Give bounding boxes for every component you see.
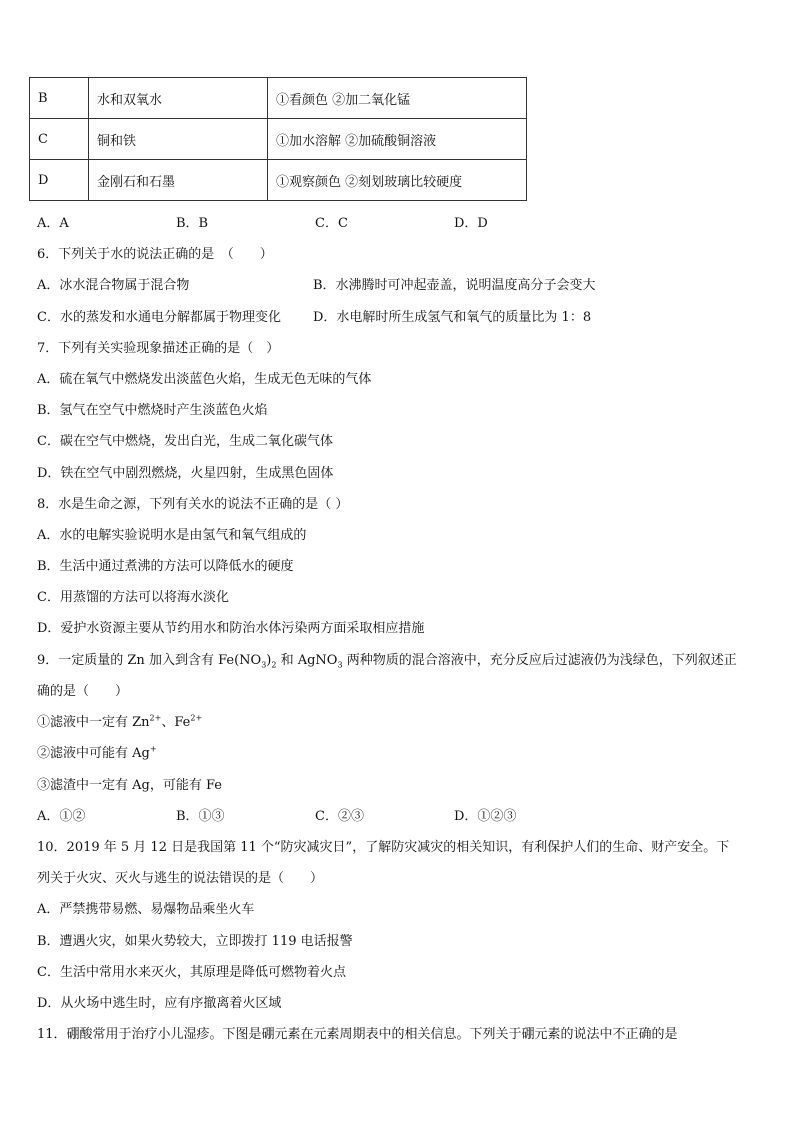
choice-d: D．水电解时所生成氢气和氧气的质量比为 1：8 [313, 310, 592, 325]
choice-a: A．①② [37, 809, 86, 824]
q9-statement-1: ①滤液中一定有 $Zn^{2+}$、$Fe^{2+}$ [37, 713, 203, 730]
row-items: 铜和铁 [89, 119, 268, 160]
choice-a: A．A [37, 216, 69, 231]
table-row [30, 119, 527, 160]
row-items: 水和双氧水 [89, 78, 268, 119]
options-table [29, 77, 527, 201]
q7-choice-a: A．硫在氧气中燃烧发出淡蓝色火焰，生成无色无味的气体 [37, 372, 372, 387]
row-method: ①加水溶解 ②加硫酸铜溶液 [268, 119, 527, 160]
q9-statement-2: ②滤液中可能有 Ag+ [37, 744, 157, 761]
q11-stem: 11．硼酸常用于治疗小儿湿疹。下图是硼元素在元素周期表中的相关信息。下列关于硼元素的说法中不正确的是 [37, 1027, 678, 1042]
choice-c: C．C [315, 216, 348, 231]
q8-choice-d: D．爱护水资源主要从节约用水和防治水体污染两方面采取相应措施 [37, 621, 425, 636]
q9-stem-cont: 确的是（ ） [37, 684, 129, 699]
q8-stem: 8．水是生命之源，下列有关水的说法不正确的是（ ） [37, 497, 349, 512]
q6-choices-ab [37, 278, 596, 294]
q8-choice-b: B．生活中通过煮沸的方法可以降低水的硬度 [37, 559, 294, 574]
q7-choice-d: D．铁在空气中剧烈燃烧，火星四射，生成黑色固体 [37, 466, 334, 481]
q10-stem-cont: 列关于火灾、灭火与逃生的说法错误的是（ ） [37, 871, 324, 886]
row-label: B [30, 78, 89, 119]
choice-d: D．D [454, 216, 488, 231]
choice-a: A．冰水混合物属于混合物 [37, 278, 190, 293]
q7-choice-c: C．碳在空气中燃烧，发出白光，生成二氧化碳气体 [37, 434, 333, 449]
row-items: 金刚石和石墨 [89, 160, 268, 201]
q10-stem: 10．2019 年 5 月 12 日是我国第 11 个“防灾减灾日”，了解防灾减灾的相关知识，有利保护人们的生命、财产安全。下 [37, 840, 730, 855]
row-method: ①观察颜色 ②刻划玻璃比较硬度 [268, 160, 527, 201]
choice-b: B．水沸腾时可冲起壶盖，说明温度高分子会变大 [313, 278, 596, 293]
q10-choice-b: B．遭遇火灾，如果火势较大，立即拨打 119 电话报警 [37, 934, 353, 949]
q8-choice-a: A．水的电解实验说明水是由氢气和氧气组成的 [37, 528, 307, 543]
q9-statement-3: ③滤渣中一定有 Ag，可能有 Fe [37, 778, 222, 793]
choice-b: B．B [176, 216, 209, 231]
q6-choices-cd [37, 310, 591, 326]
q6-stem: 6．下列关于水的说法正确的是 （ ） [37, 247, 273, 262]
choice-d: D．①②③ [454, 809, 517, 824]
q8-choice-c: C．用蒸馏的方法可以将海水淡化 [37, 590, 229, 605]
row-label: D [30, 160, 89, 201]
table-row [30, 160, 527, 201]
row-label: C [30, 119, 89, 160]
q7-stem: 7．下列有关实验现象描述正确的是（ ） [37, 341, 280, 356]
choice-c: C．②③ [315, 809, 364, 824]
row-method: ①看颜色 ②加二氧化锰 [268, 78, 527, 119]
q9-stem: 9．一定质量的 Zn 加入到含有 $Fe(NO_3)_2$ 和 AgNO$_3$ 两种物质的混合溶液中，充分反应后过滤液仍为浅绿色，下列叙述正 [37, 653, 737, 670]
choice-b: B．①③ [176, 809, 225, 824]
choice-c: C．水的蒸发和水通电分解都属于物理变化 [37, 310, 281, 325]
q10-choice-d: D．从火场中逃生时，应有序撤离着火区域 [37, 996, 282, 1011]
q9-choices [37, 809, 593, 825]
q10-choice-a: A．严禁携带易燃、易爆物品乘坐火车 [37, 902, 255, 917]
q10-choice-c: C．生活中常用水来灭火，其原理是降低可燃物着火点 [37, 965, 346, 980]
q7-choice-b: B．氢气在空气中燃烧时产生淡蓝色火焰 [37, 403, 268, 418]
q5-choices [37, 216, 593, 232]
table-row [30, 78, 527, 119]
